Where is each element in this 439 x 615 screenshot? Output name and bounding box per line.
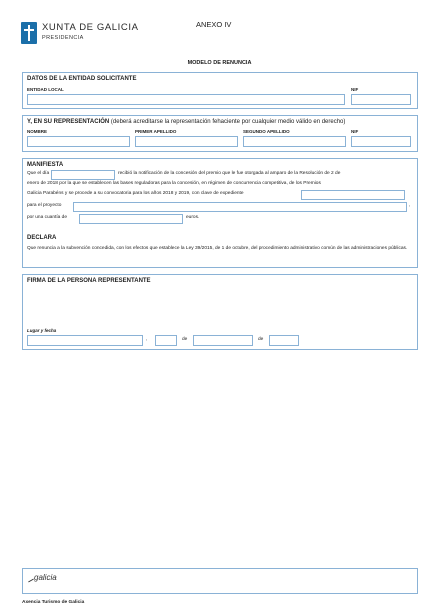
rep-nif-field[interactable] bbox=[351, 136, 411, 147]
representation-title-text: Y, EN SU REPRESENTACIÓN bbox=[27, 119, 110, 125]
day-prefix: Que el día bbox=[27, 171, 50, 176]
manifest-title: MANIFIESTA bbox=[27, 162, 64, 168]
org-name: XUNTA DE GALICIA bbox=[42, 22, 139, 33]
amount-suffix: euros. bbox=[186, 215, 200, 220]
entity-section bbox=[22, 72, 418, 109]
file-key-field[interactable] bbox=[301, 190, 405, 200]
annex-title: ANEXO IV bbox=[196, 20, 232, 29]
de-label-2: de bbox=[258, 337, 264, 342]
declare-title: DECLARA bbox=[27, 235, 57, 241]
manifest-line-2: enero de 2018 por la que se establecen las bases reguladoras para la concesión, en régimen de concurrencia competitiva, de los Premios bbox=[27, 181, 321, 186]
project-field[interactable] bbox=[73, 202, 407, 212]
rep-nif-label: NIF bbox=[351, 129, 359, 134]
declare-text: Que renuncia a la subvención concedida, con los efectos que establece la Ley 39/2015, de 1 de octubre, del procedimiento administrativo común de las administraciones públicas. bbox=[27, 246, 408, 251]
amount-prefix: por una cuantía de bbox=[27, 215, 68, 220]
org-subtitle: PRESIDENCIA bbox=[42, 35, 84, 41]
name-label: NOMBRE bbox=[27, 129, 47, 134]
manifest-line-3: Galicia Parabéns y se procede a su convocatoria para los años 2018 y 2019, con clave de expediente bbox=[27, 191, 244, 196]
place-date-label: Lugar y fecha bbox=[27, 328, 57, 333]
entity-section-title: DATOS DE LA ENTIDAD SOLICITANTE bbox=[27, 76, 137, 82]
agency-name: Axencia Turismo de Galicia bbox=[22, 600, 85, 605]
manifest-section bbox=[22, 158, 418, 268]
amount-field[interactable] bbox=[79, 214, 183, 224]
representation-section bbox=[22, 115, 418, 152]
de-label-1: de bbox=[182, 337, 188, 342]
name-field[interactable] bbox=[27, 136, 130, 147]
form-title: MODELO DE RENUNCIA bbox=[187, 60, 252, 66]
place-comma: , bbox=[146, 337, 148, 342]
project-prefix: para el proyecto bbox=[27, 203, 62, 208]
representation-section-title bbox=[27, 119, 345, 125]
representation-note: (deberá acreditarse la representación fehaciente por cualquier medio válido en derecho) bbox=[110, 119, 346, 125]
local-entity-field[interactable] bbox=[27, 94, 345, 105]
project-suffix: , bbox=[409, 203, 411, 208]
signature-section bbox=[22, 274, 418, 350]
year-field[interactable] bbox=[269, 335, 299, 346]
entity-nif-label: NIF bbox=[351, 87, 359, 92]
month-field[interactable] bbox=[193, 335, 253, 346]
first-surname-field[interactable] bbox=[135, 136, 238, 147]
entity-nif-field[interactable] bbox=[351, 94, 411, 105]
footer-logo-text: galicia bbox=[34, 573, 57, 582]
local-entity-label: ENTIDAD LOCAL bbox=[27, 87, 64, 92]
signature-title: FIRMA DE LA PERSONA REPRESENTANTE bbox=[27, 278, 151, 284]
second-surname-field[interactable] bbox=[243, 136, 346, 147]
first-surname-label: PRIMER APELLIDO bbox=[135, 129, 177, 134]
day-field[interactable] bbox=[155, 335, 177, 346]
notification-date-field[interactable] bbox=[51, 170, 115, 180]
second-surname-label: SEGUNDO APELLIDO bbox=[243, 129, 290, 134]
footer-box bbox=[22, 568, 418, 594]
place-field[interactable] bbox=[27, 335, 143, 346]
manifest-line-1: recibió la notificación de la concesión del premio que le fue otorgada al amparo de la Resolución de 2 de bbox=[118, 171, 341, 176]
xunta-logo-icon bbox=[21, 22, 37, 44]
